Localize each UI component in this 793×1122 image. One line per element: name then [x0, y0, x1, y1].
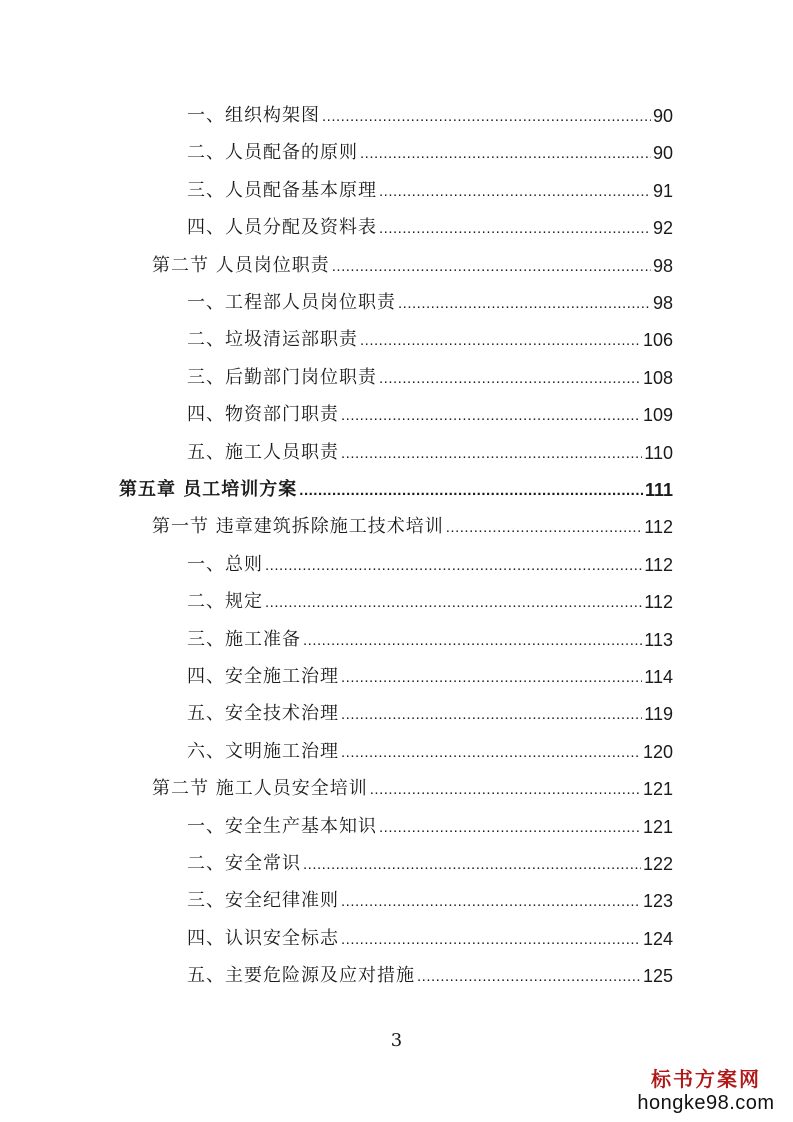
toc-entry-title: 二、安全常识 [187, 853, 301, 874]
toc-item-row[interactable] [187, 213, 673, 239]
toc-page-number: 121 [642, 817, 673, 837]
toc-entry-title: 四、物资部门职责 [187, 404, 339, 425]
toc-entry-title: 三、施工准备 [187, 629, 301, 650]
toc-item-row[interactable] [187, 924, 673, 950]
toc-entry-title: 五、施工人员职责 [187, 442, 339, 463]
toc-entry-title: 六、文明施工治理 [187, 741, 339, 762]
toc-dot-leader [360, 331, 641, 351]
toc-page-number: 114 [644, 667, 673, 687]
toc-dot-leader [322, 107, 651, 127]
toc-entry-title: 五、安全技术治理 [187, 703, 339, 724]
toc-item-row[interactable] [187, 550, 673, 576]
toc-section-row[interactable] [152, 251, 673, 277]
toc-dot-leader [379, 219, 651, 239]
toc-item-row[interactable] [187, 438, 673, 464]
toc-entry-title: 二、规定 [187, 591, 263, 612]
toc-dot-leader [341, 705, 642, 725]
toc-section-row[interactable] [152, 512, 673, 538]
watermark-logo [631, 1067, 781, 1115]
toc-item-row[interactable] [187, 961, 673, 987]
toc-entry-title: 二、人员配备的原则 [187, 142, 358, 163]
toc-page-number: 108 [642, 368, 673, 388]
watermark-url: hongke98.com [637, 1092, 775, 1114]
toc-item-row[interactable] [187, 176, 673, 202]
toc-item-row[interactable] [187, 625, 673, 651]
toc-entry-title: 第二节 人员岗位职责 [152, 255, 330, 276]
toc-page-number: 98 [652, 293, 673, 313]
toc-item-row[interactable] [187, 101, 673, 127]
toc-item-row[interactable] [187, 737, 673, 763]
toc-page-number: 112 [644, 517, 673, 537]
toc-page-number: 119 [644, 704, 673, 724]
toc-entry-title: 一、组织构架图 [187, 105, 320, 126]
page-number: 3 [390, 1030, 403, 1051]
toc-dot-leader [398, 294, 651, 314]
toc-dot-leader [379, 182, 651, 202]
toc-item-row[interactable] [187, 662, 673, 688]
toc-dot-leader [417, 967, 641, 987]
toc-page-number: 112 [644, 555, 673, 575]
toc-dot-leader [341, 892, 641, 912]
toc-entry-title: 三、人员配备基本原理 [187, 180, 377, 201]
toc-dot-leader [303, 631, 642, 651]
toc-entry-title: 三、安全纪律准则 [187, 890, 339, 911]
toc-entry-title: 四、认识安全标志 [187, 928, 339, 949]
toc-dot-leader [360, 144, 651, 164]
toc-page-number: 121 [642, 779, 673, 799]
toc-dot-leader [370, 780, 641, 800]
toc-entry-title: 三、后勤部门岗位职责 [187, 367, 377, 388]
toc-item-row[interactable] [187, 812, 673, 838]
watermark-title: 标书方案网 [651, 1067, 761, 1091]
toc-entry-title: 第五章 员工培训方案 [119, 479, 298, 500]
toc-item-row[interactable] [187, 363, 673, 389]
toc-page-number: 109 [642, 405, 673, 425]
toc-item-row[interactable] [187, 886, 673, 912]
toc-entry-title: 一、工程部人员岗位职责 [187, 292, 396, 313]
toc-dot-leader [265, 556, 642, 576]
toc-item-row[interactable] [187, 138, 673, 164]
toc-page-number: 91 [652, 181, 673, 201]
toc-dot-leader [446, 518, 643, 538]
toc-dot-leader [341, 930, 641, 950]
toc-dot-leader [332, 257, 651, 277]
toc-page-number: 122 [642, 854, 673, 874]
toc-entry-title: 第二节 施工人员安全培训 [152, 778, 368, 799]
toc-page-number: 110 [644, 443, 673, 463]
toc-page-number: 92 [652, 218, 673, 238]
toc-entry-title: 第一节 违章建筑拆除施工技术培训 [152, 516, 444, 537]
toc-entry-title: 一、安全生产基本知识 [187, 816, 377, 837]
toc-entry-title: 五、主要危险源及应对措施 [187, 965, 415, 986]
toc-dot-leader [341, 406, 641, 426]
toc-dot-leader [341, 668, 642, 688]
toc-entry-title: 二、垃圾清运部职责 [187, 329, 358, 350]
toc-item-row[interactable] [187, 288, 673, 314]
toc-page-number: 120 [642, 742, 673, 762]
toc-page-number: 90 [652, 143, 673, 163]
toc-dot-leader [299, 481, 643, 501]
toc-item-row[interactable] [187, 400, 673, 426]
toc-page-number: 98 [652, 256, 673, 276]
toc-item-row[interactable] [187, 699, 673, 725]
toc-page-number: 106 [642, 330, 673, 350]
toc-item-row[interactable] [187, 849, 673, 875]
toc-item-row[interactable] [187, 325, 673, 351]
toc-dot-leader [341, 743, 641, 763]
toc-page-number: 123 [642, 891, 673, 911]
toc-section-row[interactable] [152, 774, 673, 800]
toc-item-row[interactable] [187, 587, 673, 613]
toc-dot-leader [341, 444, 642, 464]
toc-page-number: 113 [644, 630, 673, 650]
toc-page-number: 112 [644, 592, 673, 612]
toc-chapter-row[interactable] [119, 475, 673, 501]
toc-dot-leader [303, 855, 641, 875]
toc-dot-leader [379, 818, 641, 838]
toc-dot-leader [379, 369, 641, 389]
toc-page-number: 125 [642, 966, 673, 986]
toc-page-number: 90 [652, 106, 673, 126]
toc-entry-title: 四、安全施工治理 [187, 666, 339, 687]
toc-page-number: 111 [644, 480, 673, 500]
toc-dot-leader [265, 593, 642, 613]
toc-entry-title: 四、人员分配及资料表 [187, 217, 377, 238]
toc-entry-title: 一、总则 [187, 554, 263, 575]
toc-page-number: 124 [642, 929, 673, 949]
